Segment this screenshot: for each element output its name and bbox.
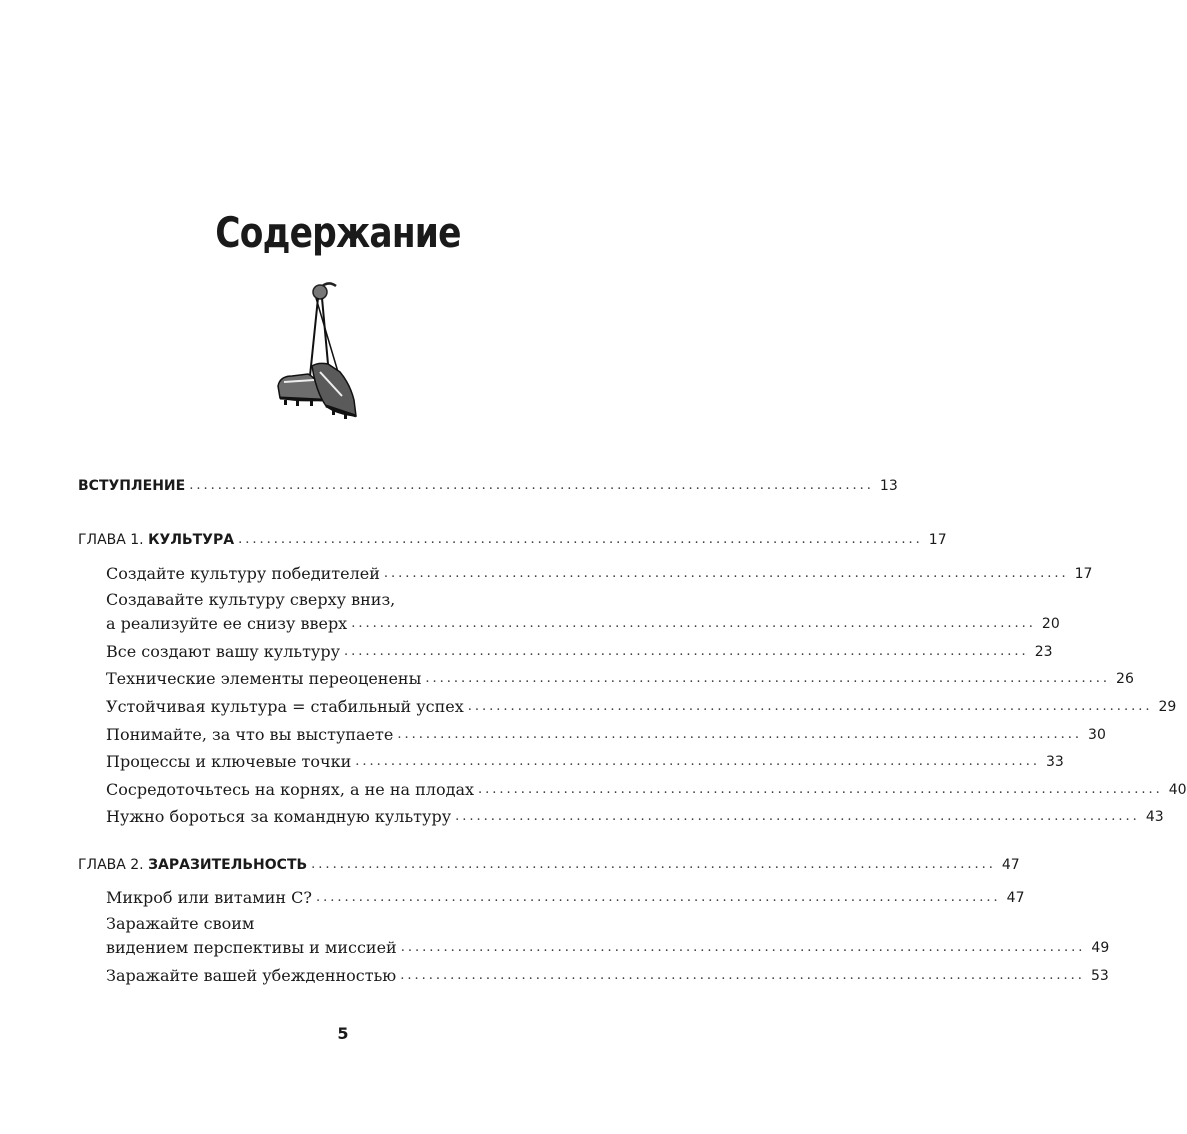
chapter-1-prefix: ГЛАВА 1. — [78, 532, 149, 548]
chapter-2-prefix: ГЛАВА 2. — [78, 857, 149, 873]
toc-entry-label: Микроб или витамин С? — [106, 888, 312, 907]
toc-intro-page: 13 — [879, 478, 898, 494]
toc-entry-line1: Создавайте культуру сверху вниз, — [106, 590, 396, 609]
leader-dots: ................................................................................................ — [400, 940, 1086, 955]
toc-entry-line1: Заражайте своим — [106, 914, 255, 933]
toc-entry-page: 20 — [1041, 616, 1060, 632]
toc-entry-page: 53 — [1090, 968, 1109, 984]
toc-entry[interactable] — [106, 884, 1025, 908]
leader-dots: ................................................................................................ — [467, 699, 1153, 714]
chapter-1-title: КУЛЬТУРА — [148, 532, 235, 548]
leader-dots: ................................................................................................ — [311, 857, 996, 872]
leader-dots: ................................................................................................ — [355, 754, 1040, 769]
toc-entry-label: а реализуйте ее снизу вверх — [106, 614, 348, 633]
toc-entry[interactable] — [106, 803, 1164, 827]
toc-entry-page: 17 — [1074, 566, 1093, 582]
toc-entry[interactable] — [106, 665, 1134, 689]
toc-entry-label: Понимайте, за что вы выступаете — [106, 725, 394, 744]
toc-entry[interactable] — [106, 721, 1106, 745]
toc-entry-page: 33 — [1045, 754, 1064, 770]
leader-dots: ................................................................................................ — [343, 644, 1029, 659]
toc-entry-label: Все создают вашу культуру — [106, 642, 340, 661]
toc-entry[interactable] — [106, 934, 1110, 958]
toc-entry-label: Заражайте вашей убежденностью — [106, 966, 397, 985]
leader-dots: ................................................................................................ — [189, 478, 874, 493]
toc-entry-page: 43 — [1145, 809, 1164, 825]
toc-entry-label: видением перспективы и миссией — [106, 938, 397, 957]
chapter-2-title: ЗАРАЗИТЕЛЬНОСТЬ — [148, 857, 308, 873]
leader-dots: ................................................................................................ — [455, 809, 1140, 824]
leader-dots: ................................................................................................ — [397, 727, 1083, 742]
toc-entry-label: Устойчивая культура = стабильный успех — [106, 697, 464, 716]
leader-dots: ................................................................................................ — [400, 968, 1085, 983]
toc-entry-label: Процессы и ключевые точки — [106, 752, 352, 771]
leader-dots: ................................................................................................ — [478, 782, 1163, 797]
toc-entry-page: 26 — [1116, 671, 1134, 687]
toc-entry[interactable] — [106, 748, 1064, 772]
toc-entry[interactable] — [106, 776, 1187, 800]
toc-chapter-2[interactable] — [78, 851, 1020, 875]
page-number: 5 — [337, 1024, 349, 1043]
toc-entry[interactable] — [106, 560, 1093, 584]
toc-intro-label: ВСТУПЛЕНИЕ — [78, 478, 186, 494]
leader-dots: ................................................................................................ — [238, 532, 923, 547]
toc-entry-label: Сосредоточьтесь на корнях, а не на плодах — [106, 780, 475, 799]
leader-dots: ................................................................................................ — [315, 890, 1001, 905]
toc-entry-page: 49 — [1091, 940, 1110, 956]
toc-entry-page: 29 — [1158, 699, 1177, 715]
chapter-1-page: 17 — [928, 532, 947, 548]
toc-entry[interactable] — [106, 693, 1177, 717]
toc-entry-label: Технические элементы переоценены — [106, 669, 422, 688]
hanging-cleats-icon — [270, 276, 366, 426]
leader-dots: ................................................................................................ — [351, 616, 1036, 631]
chapter-2-page: 47 — [1001, 857, 1020, 873]
toc-entry-label: Нужно бороться за командную культуру — [106, 807, 452, 826]
leader-dots: ................................................................................................ — [383, 566, 1069, 581]
toc-chapter-1[interactable] — [78, 526, 947, 550]
toc-entry-page: 23 — [1034, 644, 1053, 660]
page-title: Содержание — [215, 208, 461, 257]
toc-entry-page: 47 — [1006, 890, 1025, 906]
toc-entry[interactable] — [106, 638, 1053, 662]
toc-entry-page: 30 — [1088, 727, 1106, 743]
toc-entry-label: Создайте культуру победителей — [106, 564, 380, 583]
toc-intro[interactable] — [78, 472, 898, 496]
toc-entry[interactable] — [106, 962, 1109, 986]
leader-dots: ................................................................................................ — [425, 671, 1111, 686]
toc-entry-page: 40 — [1168, 782, 1187, 798]
toc-entry[interactable] — [106, 610, 1060, 634]
